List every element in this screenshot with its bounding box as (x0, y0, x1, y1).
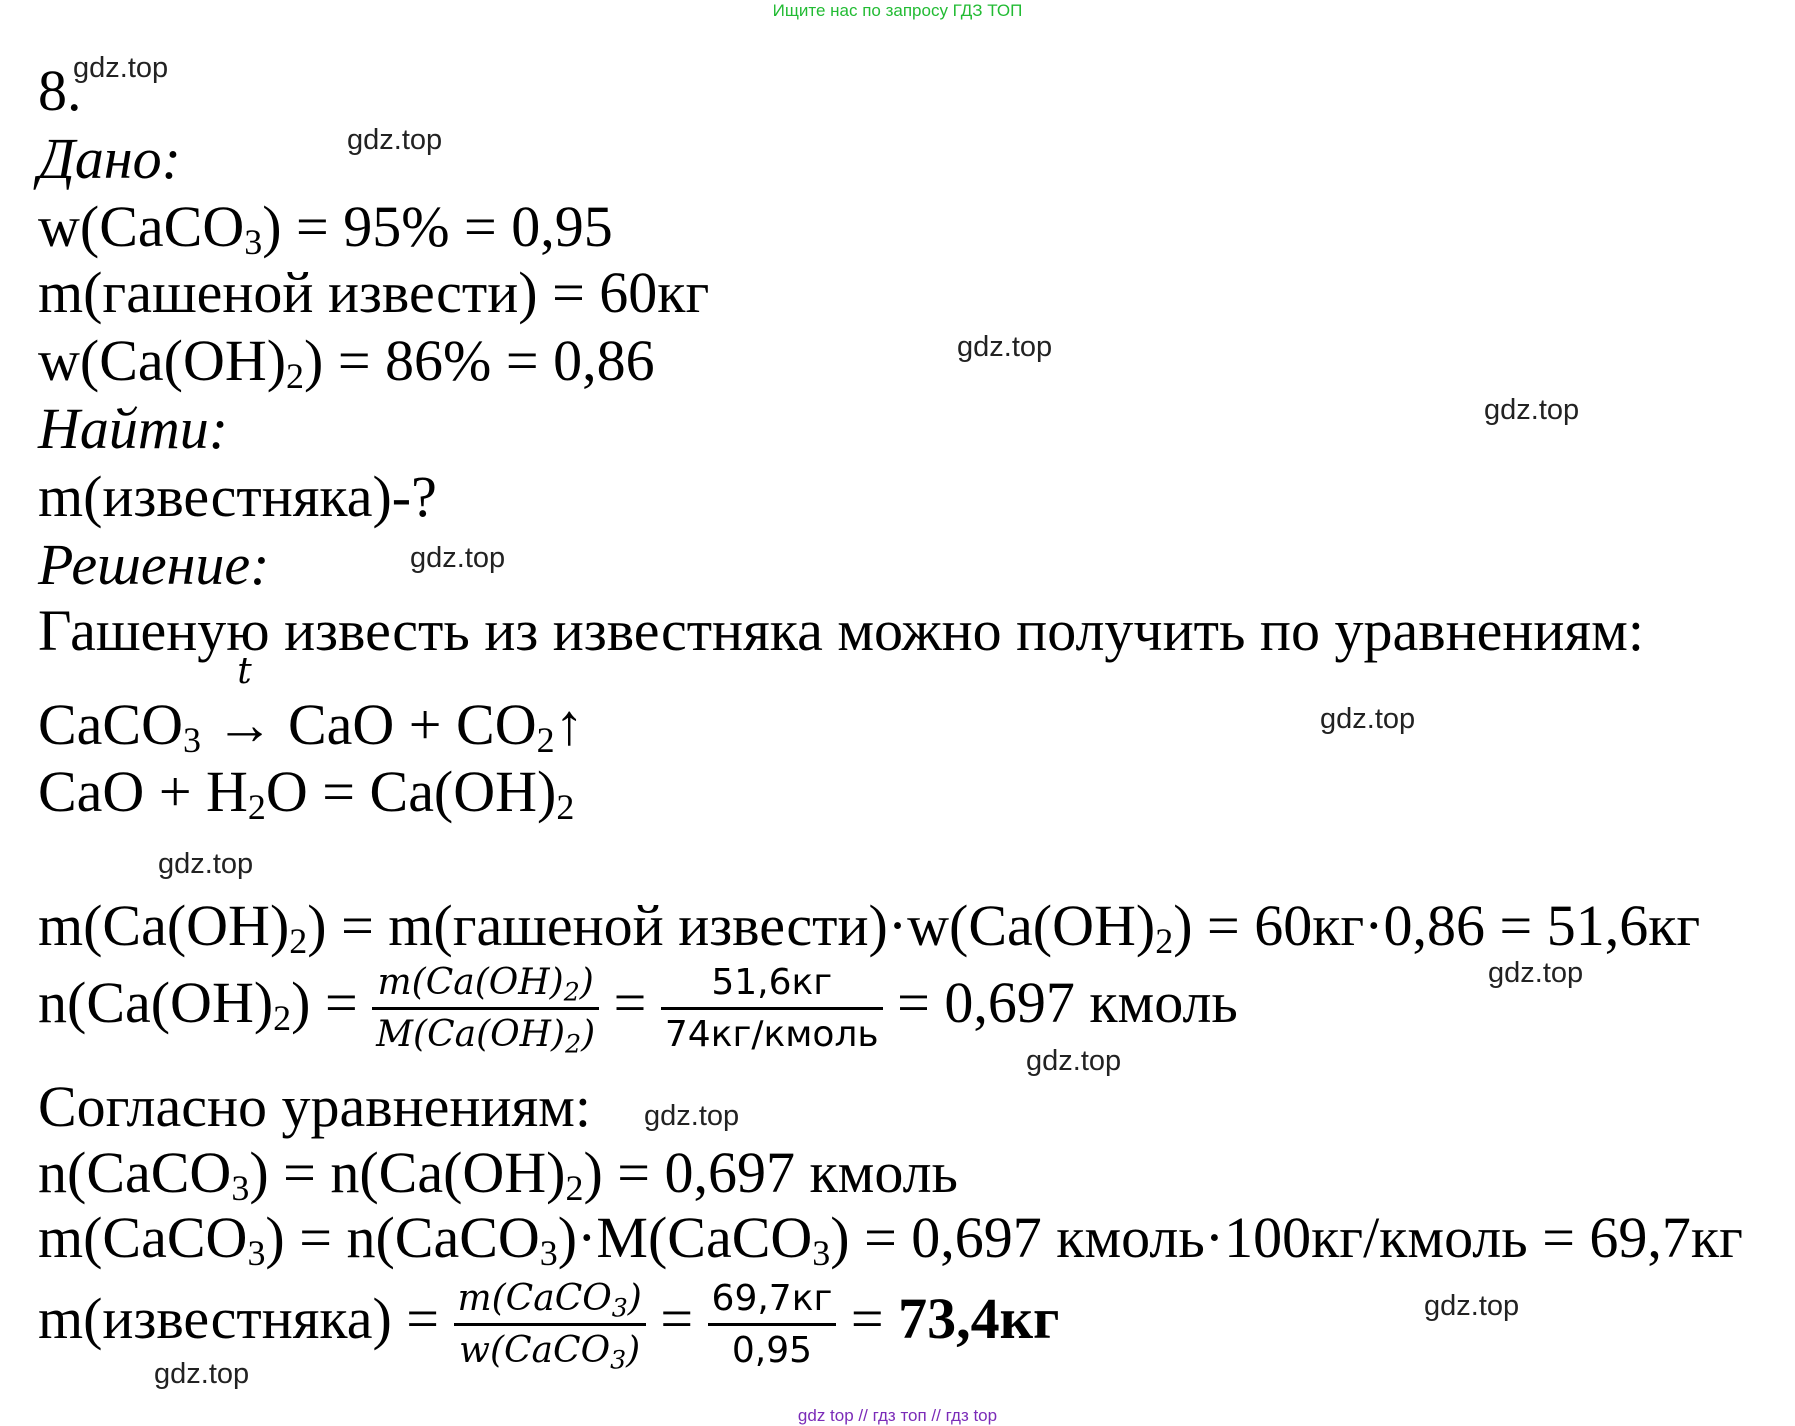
watermark: gdz.top (73, 52, 169, 84)
fraction-values: $\frac{51,6кг}{\text{74кг/кмоль}}$ (661, 962, 883, 1056)
given-w-caco3: w(CaCO$_3$) = 95% = 0,95 (38, 194, 613, 262)
calc-mass-caoh2: $m(Ca(OH)_2)$ = m(гашеной $извести)\cdot w(Ca(OH)_2) = 60кг\cdot 0,86 = 51,6кг$ (38, 893, 1701, 961)
watermark: gdz.top (158, 848, 254, 880)
watermark: gdz.top (1488, 957, 1584, 989)
watermark: gdz.top (1424, 1290, 1520, 1322)
calc-moles-caoh2: $n(Ca(OH)_2)$ = $\frac{m(Ca(OH)_2)}{M(Ca(OH)_2)}$ = $\frac{51,6кг}{\text{74кг/кмоль}}$ = 0,697 кмоль (38, 962, 1238, 1059)
equation-2: CaO + $H_2O = Ca(OH)_2$ (38, 759, 575, 827)
fraction-values: $\frac{69,7кг}{0,95}$ (708, 1278, 837, 1372)
bottom-banner: gdz top // гдз топ // гдз top (797, 1406, 998, 1425)
final-answer: 73,4кг (898, 1286, 1060, 1352)
equation-1: CaCO$_3$ t → CaO + $CO_2↑$ (38, 651, 584, 760)
given-w-caoh2: $w(Ca(OH)_2) = 86\% = 0,86$ (38, 328, 655, 396)
watermark: gdz.top (154, 1358, 250, 1390)
watermark: gdz.top (410, 542, 506, 574)
problem-number: 8. (38, 58, 82, 123)
given-m-lime: m(гашеной извести) = 60кг (38, 260, 710, 325)
watermark: gdz.top (957, 331, 1053, 363)
watermark: gdz.top (1320, 703, 1416, 735)
intro-text: Гашеную известь из известняка можно получить по уравнениям: (38, 598, 1644, 663)
fraction-m-over-w: $\frac{m(CaCO_3)}{w(CaCO_3)}$ (454, 1278, 646, 1372)
calc-moles-caco3: n(CaCO$_3$) = $n(Ca(OH)_2) = 0,697$ кмоль (38, 1140, 959, 1208)
find-target: m(известняка)-? (38, 464, 437, 529)
solution-heading: Решение: (38, 532, 270, 597)
watermark: gdz.top (347, 124, 443, 156)
watermark: gdz.top (1484, 394, 1580, 426)
watermark: gdz.top (644, 1100, 740, 1132)
calc-limestone-mass: m(известняка) = $\frac{m(CaCO_3)}{w(CaCO_3)}$ = $\frac{69,7кг}{0,95}$ = 73,4кг (38, 1278, 1060, 1375)
watermark: gdz.top (1026, 1045, 1122, 1077)
heat-label: t (237, 651, 252, 692)
calc-mass-caco3: m(CaCO$_3$) = n(CaCO$_3$)·M(CaCO$_3$) = 0,697 кмоль·100кг/кмоль = 69,7кг (38, 1205, 1743, 1273)
fraction-m-over-M: $\frac{m(Ca(OH)_2)}{M(Ca(OH)_2)}$ (372, 962, 599, 1056)
top-banner: Ищите нас по запросу ГДЗ ТОП (772, 1, 1023, 20)
according-text: Согласно уравнениям: (38, 1074, 591, 1139)
given-heading: Дано: (38, 126, 181, 191)
find-heading: Найти: (38, 396, 229, 461)
